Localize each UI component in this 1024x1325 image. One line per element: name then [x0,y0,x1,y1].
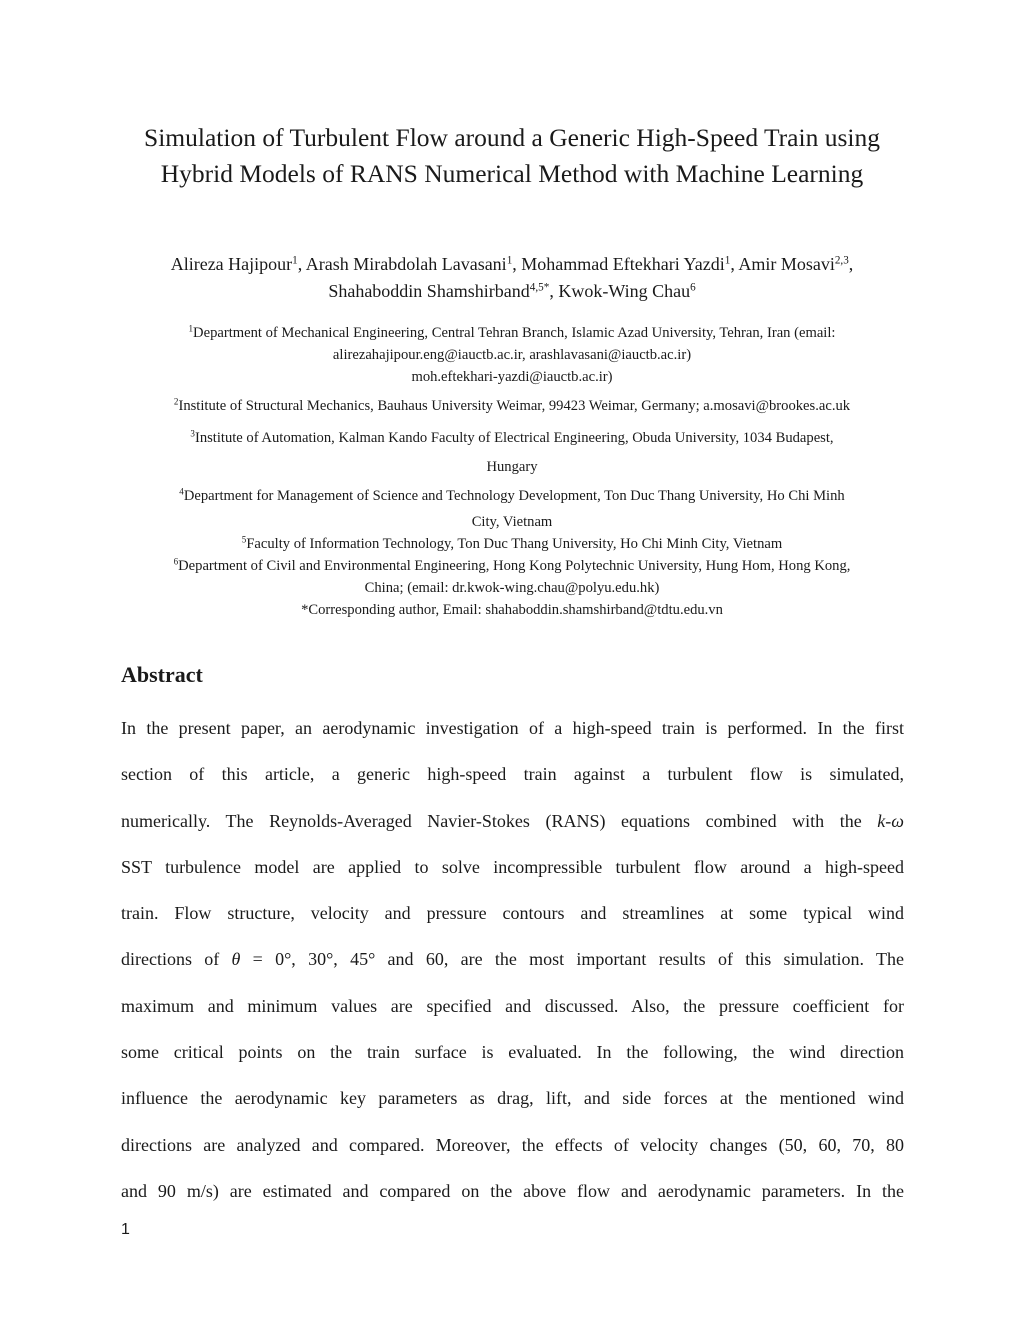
math-k-omega: k-ω [877,810,904,831]
abstract-line: In the present paper, an aerodynamic investigation of a high-speed train is performed. In the first [121,718,904,738]
author-separator: , [512,254,522,274]
author-affiliation-sup: 4,5* [529,281,550,294]
author-line-1 [60,251,964,278]
paper-title [60,120,964,192]
abstract-line: influence the aerodynamic key parameters as drag, lift, and side forces at the mentioned wind [121,1088,904,1109]
affiliation-3-line-2: Hungary [486,459,538,475]
affiliation-text: Department for Management of Science and Technology Development, Ton Duc Thang University, Ho Chi Minh [183,488,845,504]
abstract-line: some critical points on the train surface is evaluated. In the following, the wind direction [121,1042,904,1063]
abstract-line: directions are analyzed and compared. Moreover, the effects of velocity changes (50, 60, 70, 80 [121,1134,904,1155]
abstract-text: numerically. The Reynolds-Averaged Navier-Stokes (RANS) equations combined with the [121,810,878,831]
abstract-text: = 0°, 30°, 45° and 60, are the most important results of this simulation. The [240,949,904,970]
author-affiliation-sup: 1 [506,254,513,267]
page-number: 1 [121,1221,130,1238]
affiliation-1-line-2: alirezahajipour.eng@iauctb.ac.ir, arashlavasani@iauctb.ac.ir) [332,347,692,363]
abstract-line [121,803,904,849]
author-line-2 [60,278,964,305]
author-name: Arash Mirabdolah Lavasani [305,254,507,274]
author-separator: , [297,254,306,274]
abstract-line: and 90 m/s) are estimated and compared on the above flow and aerodynamic parameters. In the [121,1180,904,1201]
author-affiliation-sup: 1 [292,254,298,267]
abstract-line: maximum and minimum values are specified and discussed. Also, the pressure coefficient for [121,995,904,1016]
author-affiliation-sup: 1 [724,254,731,267]
affiliation-number: 2 [173,396,179,407]
affiliation-1-line-3: moh.eftekhari-yazdi@iauctb.ac.ir) [411,369,613,385]
corresponding-author: *Corresponding author, Email: shahaboddin.shamshirband@tdtu.edu.vn [301,602,723,618]
author-name: Amir Mosavi [738,254,835,274]
author-separator: , [549,281,559,301]
affiliation-list [80,322,944,621]
author-list [60,251,964,305]
affiliation-text: Department of Civil and Environmental Engineering, Hong Kong Polytechnic University, Hung Hom, Hong Kong, [178,558,851,574]
affiliation-2 [80,395,944,417]
title-line-1: Simulation of Turbulent Flow around a Generic High-Speed Train using [144,123,880,152]
affiliation-1 [80,322,944,344]
affiliation-number: 5 [241,534,247,545]
author-separator: , [730,254,739,274]
author-name: Mohammad Eftekhari Yazdi [521,254,725,274]
author-affiliation-sup: 6 [690,281,696,294]
affiliation-number: 1 [188,323,194,334]
author-separator: , [848,254,854,274]
abstract-line: SST turbulence model are applied to solve incompressible turbulent flow around a high-speed [121,856,904,877]
affiliation-6 [80,555,944,577]
affiliation-number: 6 [173,556,179,567]
author-name: Alireza Hajipour [170,254,293,274]
affiliation-6-line-2: China; (email: dr.kwok-wing.chau@polyu.edu.hk) [364,580,660,596]
affiliation-4-line-2: City, Vietnam [471,514,553,530]
abstract-heading: Abstract [121,662,203,687]
affiliation-number: 4 [179,486,184,497]
affiliation-number: 3 [190,428,195,439]
affiliation-5 [80,533,944,555]
abstract-body [121,710,904,1219]
abstract-text: directions of [121,949,232,970]
abstract-line: train. Flow structure, velocity and pressure contours and streamlines at some typical wind [121,903,904,924]
author-name: Shahaboddin Shamshirband [328,281,530,301]
abstract-line: section of this article, a generic high-speed train against a turbulent flow is simulated, [121,764,904,785]
title-line-2: Hybrid Models of RANS Numerical Method with Machine Learning [160,159,864,188]
affiliation-text: Department of Mechanical Engineering, Central Tehran Branch, Islamic Azad University, Tehran, Iran (email: [193,325,836,341]
author-name: Kwok-Wing Chau [558,281,691,301]
affiliation-text: Institute of Automation, Kalman Kando Faculty of Electrical Engineering, Obuda University, 1034 Budapest, [194,430,834,446]
math-theta: θ [231,949,241,970]
author-affiliation-sup: 2,3 [834,254,849,267]
abstract-line [121,941,904,987]
affiliation-4 [80,482,944,511]
affiliation-text: Faculty of Information Technology, Ton Duc Thang University, Ho Chi Minh City, Vietnam [246,536,783,552]
affiliation-3 [80,424,944,453]
affiliation-text: Institute of Structural Mechanics, Bauhaus University Weimar, 99423 Weimar, Germany; a.mosavi@brookes.ac.uk [178,398,851,414]
